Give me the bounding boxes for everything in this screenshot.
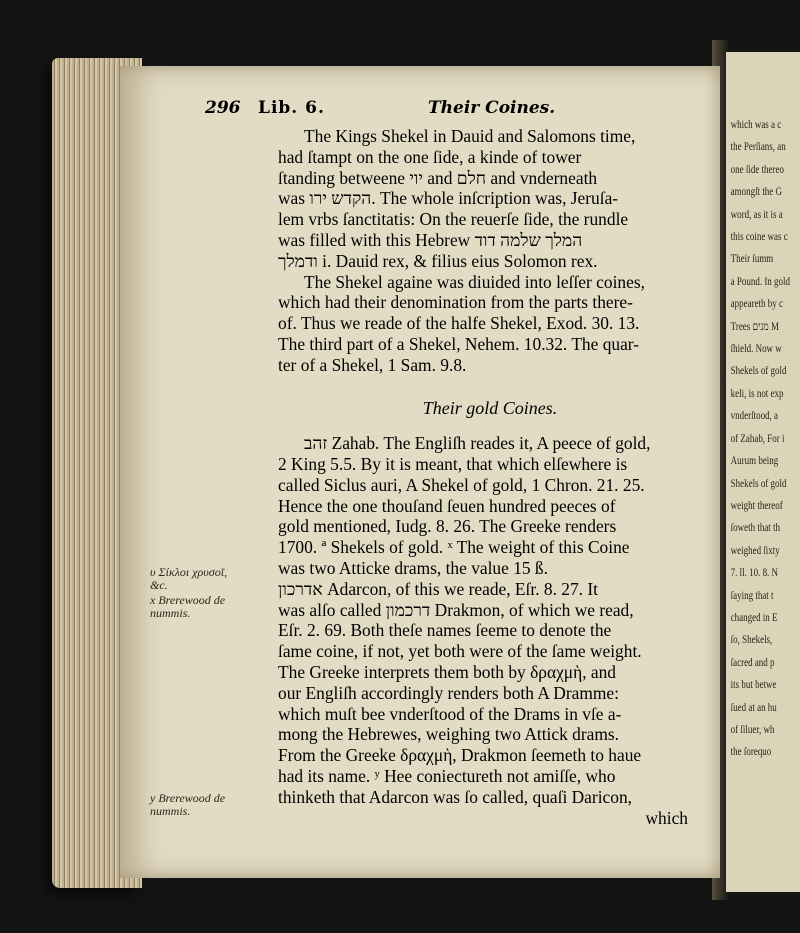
text-line: The Shekel againe was diuided into leſſer coines,: [304, 271, 645, 292]
facing-text-line: the Perſians, an: [730, 141, 786, 154]
text-line: called Siclus auri, A Shekel of gold, 1 Chron. 21. 25.: [278, 474, 645, 495]
paragraph-kings-shekel: [278, 126, 702, 272]
facing-text-line: Shekels of gold: [730, 365, 787, 378]
text-line: was alſo called דרכמון Drakmon, of which we read,: [278, 599, 634, 620]
facing-text-line: Shekels of gold: [730, 477, 787, 490]
text-line: זהב Zahab. The Engliſh reades it, A peece of gold,: [304, 433, 651, 454]
facing-text-line: ſo, Shekels,: [730, 634, 773, 647]
facing-text-line: Aurum being: [730, 455, 779, 468]
facing-text-line: this coine was c: [730, 231, 788, 244]
facing-text-line: its but betwe: [730, 679, 777, 692]
text-line: Hence the one thouſand ſeuen hundred peeces of: [278, 495, 616, 516]
facing-text-line: 7. ll. 10. 8. N: [730, 567, 779, 580]
text-line: which muſt bee vnderſtood of the Drams in vſe a-: [278, 703, 622, 724]
facing-text-line: ſhield. Now w: [730, 343, 782, 356]
facing-text-line: the ſorequo: [730, 746, 772, 759]
text-line: our Engliſh accordingly renders both A Dramme:: [278, 682, 619, 703]
facing-text-line: keli, is not exp: [730, 387, 784, 400]
facing-text-line: weight thereof: [730, 499, 783, 512]
facing-text-line: ſacred and p: [730, 656, 775, 669]
text-line: ter of a Shekel, 1 Sam. 9.8.: [278, 354, 467, 375]
text-line: of. Thus we reade of the halfe Shekel, Exod. 30. 13.: [278, 313, 640, 334]
text-line: The Greeke interprets them both by δραχμὴ, and: [278, 661, 617, 682]
text-line: ודמלך i. Dauid rex, & filius eius Solomon rex.: [278, 250, 598, 271]
facing-text-line: Their ſumm: [730, 253, 774, 266]
text-line: The Kings Shekel in Dauid and Salomons time,: [304, 126, 636, 146]
facing-text-line: of ſiluer, wh: [730, 723, 775, 736]
text-line: From the Greeke δραχμὴ, Drakmon ſeemeth to haue: [278, 745, 642, 766]
facing-text-line: a Pound. In gold: [730, 275, 790, 288]
margin-note-a: υ Σίκλοι χρυσοῖ, &c.: [150, 565, 228, 592]
facing-text-line: vnderſtood, a: [730, 410, 779, 423]
paragraph-gold-coines: [278, 433, 702, 807]
text-line: ſame coine, if not, yet both were of the ſame weight.: [278, 641, 642, 662]
page-number: 296: [205, 98, 241, 118]
facing-text-line: word, as it is a: [730, 208, 783, 221]
text-line: thinketh that Adarcon was ſo called, quaſi Daricon,: [278, 786, 632, 807]
text-line: which had their denomination from the parts there-: [278, 292, 633, 313]
margin-note-x: x Brerewood de nummis.: [150, 593, 226, 620]
facing-text-line: Trees מנים M: [730, 320, 779, 333]
facing-text-line: of Zahab, For i: [730, 432, 785, 445]
facing-text-line: changed in E: [730, 611, 778, 624]
text-line: 2 King 5.5. By it is meant, that which elſewhere is: [278, 453, 628, 474]
catchword: which: [645, 807, 688, 828]
paragraph-lesser-coines: [278, 272, 702, 376]
page-body: [278, 126, 702, 828]
facing-page: [726, 52, 800, 892]
spacer: [278, 376, 702, 397]
text-line: was הקדש ירו. The whole inſcription was, Jeruſa-: [278, 188, 619, 209]
book-number: Lib. 6.: [258, 98, 325, 118]
text-line: Eſr. 2. 69. Both theſe names ſeeme to denote the: [278, 620, 612, 641]
text-line: mong the Hebrewes, weighing two Attick drams.: [278, 724, 619, 745]
facing-text-line: appeareth by c: [730, 298, 783, 311]
spacer: [278, 421, 702, 433]
facing-text-line: ſoweth that th: [730, 522, 781, 535]
facing-text-line: which was a c: [730, 119, 782, 131]
facing-text-line: ſued at an hu: [730, 701, 777, 714]
facing-text-line: amongſt the G: [730, 186, 783, 199]
text-line: אדרכון Adarcon, of this we reade, Eſr. 8. 27. It: [278, 578, 599, 599]
facing-text-line: ſaying that t: [730, 589, 774, 602]
text-line: gold mentioned, Iudg. 8. 26. The Greeke renders: [278, 516, 617, 537]
text-line: was two Atticke drams, the value 15 ß.: [278, 557, 548, 578]
text-line: 1700. ª Shekels of gold. ˣ The weight of this Coine: [278, 537, 630, 558]
margin-note-y: y Brerewood de nummis.: [150, 791, 226, 818]
facing-text-line: one ſide thereo: [730, 163, 784, 176]
text-line: The third part of a Shekel, Nehem. 10.32. The quar-: [278, 333, 640, 354]
text-line: lem vrbs ſanctitatis: On the reuerſe ſide, the rundle: [278, 209, 629, 230]
section-heading: Their gold Coines.: [422, 398, 558, 419]
text-line: was filled with this Hebrew המלך שלמה דוד: [278, 229, 583, 250]
facing-text-line: weighed ſixty: [730, 544, 780, 557]
text-line: ſtanding betweene יוי and חלם and vnderneath: [278, 167, 598, 188]
text-line: had its name. ʸ Hee coniectureth not amiſſe, who: [278, 765, 616, 786]
text-line: had ſtampt on the one ſide, a kinde of tower: [278, 146, 582, 167]
running-title: Their Coines.: [428, 98, 556, 118]
